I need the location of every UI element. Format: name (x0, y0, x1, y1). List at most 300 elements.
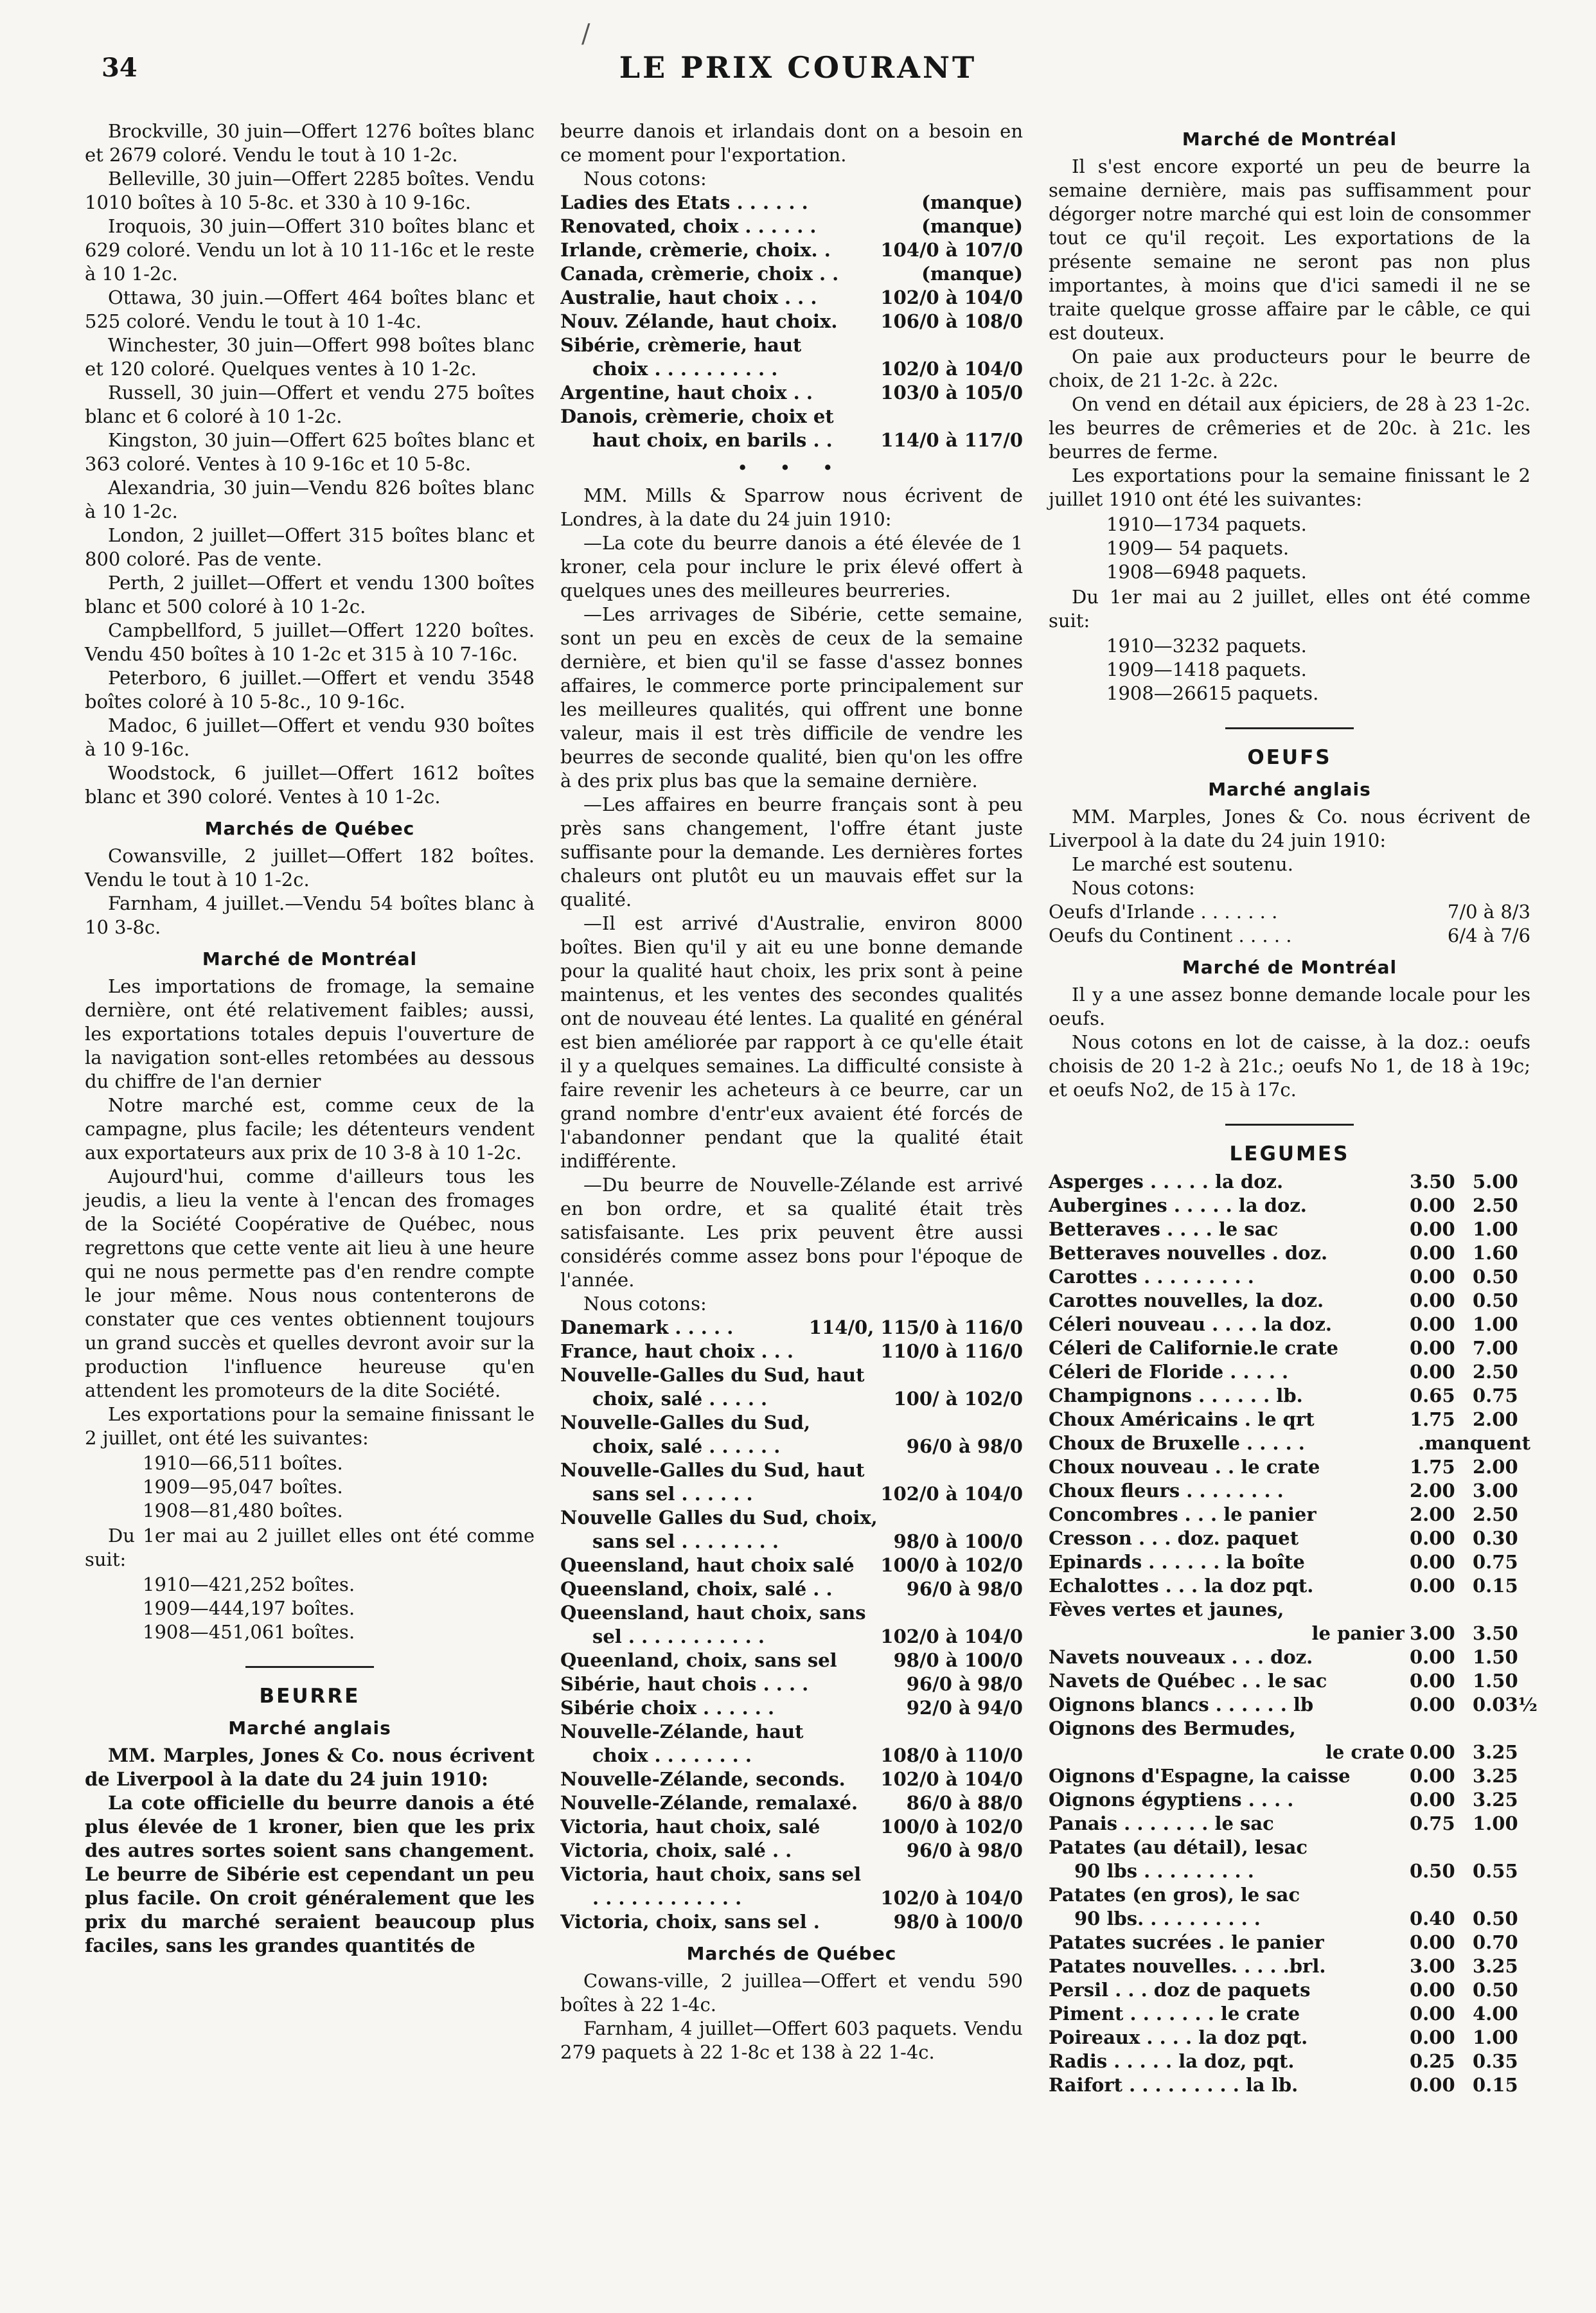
list-item: 1908—451,061 boîtes. (143, 1621, 355, 1643)
vegetable-price-low (1410, 1883, 1467, 1907)
vegetable-price-low: 1.75 (1410, 1408, 1455, 1430)
vegetable-row (1049, 1550, 1530, 1574)
price-row (560, 1577, 1023, 1601)
vegetable-price-low: 0.00 (1410, 1694, 1455, 1715)
vegetable-price-high: 0.50 (1473, 1289, 1518, 1311)
price-label: Sibérie choix . . . . . . (560, 1697, 775, 1719)
price-row (560, 1506, 1023, 1530)
market-paragraph: Belleville, 30 juin—Offert 2285 boîtes. Vendu 1010 boîtes à 10 5-8c. et 330 à 10 9-16c. (85, 168, 535, 213)
section-heading-quebec-2: Marchés de Québec (686, 1943, 897, 1964)
price-label: Renovated, choix . . . . . . (560, 215, 817, 237)
vegetable-price: .manquent (1418, 1432, 1530, 1454)
list-item: 1910—1734 paquets. (1106, 513, 1307, 535)
price-row (560, 1649, 1023, 1672)
market-paragraph: Campbellford, 5 juillet—Offert 1220 boîtes. Vendu 450 boîtes à 10 1-2c et 315 à 10 7-16c. (85, 619, 535, 665)
vegetable-price-low: 0.00 (1410, 1979, 1455, 2001)
vegetable-price-low: 0.00 (1410, 1789, 1455, 1811)
market-paragraph: Farnham, 4 juillet—Offert 603 paquets. Vendu 279 paquets à 22 1-8c et 138 à 22 1-4c. (560, 2017, 1023, 2063)
vegetable-name: Champignons . . . . . . lb. (1049, 1385, 1303, 1406)
vegetable-price-high: 0.50 (1473, 1908, 1518, 1929)
vegetable-name: Raifort . . . . . . . . . la lb. (1049, 2074, 1299, 2096)
price-value: 100/0 à 102/0 (880, 1816, 1023, 1838)
report-paragraph: Les importations de fromage, la semaine dernière, ont été relativement faibles; aussi, les exportations totales depuis l'ouverture de la navigation sont-elles retombées au dessous du chiffre de l'an dernier (85, 975, 535, 1092)
price-row (560, 286, 1023, 310)
market-paragraph: Iroquois, 30 juin—Offert 310 boîtes blanc et 629 coloré. Vendu un lot à 10 11-16c et le reste à 10 1-2c. (85, 215, 535, 285)
vegetable-price-high: 3.25 (1473, 1765, 1518, 1787)
list-item: 1910—66,511 boîtes. (143, 1452, 343, 1474)
market-paragraph: Perth, 2 juillet—Offert et vendu 1300 boîtes blanc et 500 coloré à 10 1-2c. (85, 572, 535, 617)
vegetable-price-low: 0.00 (1410, 1741, 1455, 1763)
ornament-dots: • • • (737, 457, 846, 479)
report-paragraph: MM. Marples, Jones & Co. nous écrivent de Liverpool à la date du 24 juin 1910: (85, 1744, 535, 1790)
price-row (560, 381, 1023, 405)
price-row (560, 1458, 1023, 1482)
vegetable-price-low: 3.00 (1410, 1622, 1455, 1644)
price-label: Nouv. Zélande, haut choix. (560, 310, 838, 332)
vegetable-price-high: 5.00 (1473, 1171, 1518, 1192)
vegetable-row (1049, 1622, 1530, 1645)
price-row (560, 1696, 1023, 1720)
vegetable-price-high: 1.00 (1473, 1218, 1518, 1240)
report-paragraph: Nous cotons en lot de caisse, à la doz.: oeufs choisis de 20 1-2 à 21c.; oeufs No 1, de 18 à 19c; et oeufs No2, de 15 à 17c. (1049, 1031, 1530, 1101)
price-value: 92/0 à 94/0 (906, 1697, 1023, 1719)
report-paragraph: —La cote du beurre danois a été élevée de 1 kroner, cela pour inclure le prix élevé offert à quelques unes des meilleures beurreries. (560, 532, 1023, 601)
vegetable-price-low: 0.00 (1410, 1218, 1455, 1240)
price-row (560, 262, 1023, 286)
vegetable-row (1049, 1693, 1538, 1717)
price-row (560, 1601, 1023, 1625)
vegetable-row (1049, 1241, 1530, 1265)
market-paragraph: Kingston, 30 juin—Offert 625 boîtes blanc et 363 coloré. Ventes à 10 9-16c et 10 5-8c. (85, 429, 535, 475)
price-label: Nouvelle-Zélande, remalaxé. (560, 1792, 858, 1814)
vegetable-name: Patates (au détail), lesac (1049, 1836, 1308, 1858)
vegetable-row (1049, 1598, 1530, 1622)
vegetable-row (1049, 1574, 1530, 1598)
price-value: 114/0, 115/0 à 116/0 (808, 1316, 1023, 1338)
vegetable-price-high: 0.50 (1473, 1979, 1518, 2001)
vegetable-price-low: 0.00 (1410, 2074, 1455, 2096)
vegetable-price-high: 0.15 (1473, 2074, 1518, 2096)
price-label: Nouvelle-Zélande, haut (560, 1721, 804, 1742)
price-label: choix . . . . . . . . (592, 1744, 752, 1766)
price-row (1049, 924, 1530, 948)
price-row (560, 1554, 1023, 1577)
page-number: 34 (102, 53, 137, 83)
market-paragraph: London, 2 juillet—Offert 315 boîtes blanc et 800 coloré. Pas de vente. (85, 524, 535, 570)
vegetable-price-high: 4.00 (1473, 2003, 1518, 2025)
vegetable-name: Aubergines . . . . . la doz. (1049, 1194, 1307, 1216)
butter-report (85, 1744, 535, 1958)
section-heading-montreal-3: Marché de Montréal (1182, 128, 1397, 150)
butter-price-list (560, 191, 1023, 452)
price-value: 102/0 à 104/0 (880, 358, 1023, 380)
price-value: 96/0 à 98/0 (906, 1839, 1023, 1861)
price-row (560, 215, 1023, 238)
vegetable-row (1049, 1289, 1530, 1313)
vegetable-row (1049, 1336, 1530, 1360)
vegetable-row (1049, 1218, 1530, 1241)
price-row (560, 1910, 1023, 1934)
vegetable-name: Patates (en gros), le sac (1049, 1884, 1300, 1906)
price-label: Victoria, choix, salé . . (560, 1839, 792, 1861)
market-paragraph: Peterboro, 6 juillet.—Offert et vendu 3548 boîtes coloré à 10 5-8c., 10 9-16c. (85, 667, 535, 713)
vegetable-price-high (1473, 1836, 1530, 1859)
vegetable-row (1049, 2026, 1530, 2050)
vegetable-price-low: 0.75 (1410, 1812, 1455, 1834)
report-paragraph: —Il est arrivé d'Australie, environ 8000 boîtes. Bien qu'il y ait eu une bonne demande pour la qualité haut choix, les prix sont à peine maintenus, et les ventes des secondes qualités ont de nouveau été lentes. La qualité en général est bien améliorée par rapport à ce qu'elle était il y a quelques semaines. La difficulté consiste à faire revenir les acheteurs à ce beurre, car un grand nombre d'entr'eux avaient été forcés de l'abandonner pendant que la qualité était indifférente. (560, 912, 1023, 1172)
price-label: Queensland, choix, salé . . (560, 1578, 833, 1600)
price-label: France, haut choix . . . (560, 1340, 794, 1362)
price-label: Canada, crèmerie, choix . . (560, 263, 839, 285)
vegetable-name: Poireaux . . . . la doz pqt. (1049, 2026, 1308, 2048)
market-paragraph: Ottawa, 30 juin.—Offert 464 boîtes blanc et 525 coloré. Vendu le tout à 10 1-4c. (85, 287, 535, 332)
page-title: LE PRIX COURANT (619, 50, 977, 85)
season-butter-exports (1106, 634, 1530, 705)
report-paragraph: MM. Marples, Jones & Co. nous écrivent de Liverpool à la date du 24 juin 1910: (1049, 806, 1530, 851)
price-row (592, 1387, 1023, 1411)
vegetable-price-low: 0.65 (1410, 1385, 1455, 1406)
market-paragraph: Russell, 30 juin—Offert et vendu 275 boîtes blanc et 6 coloré à 10 1-2c. (85, 382, 535, 427)
ink-mark: / (581, 19, 590, 49)
market-paragraph: Alexandria, 30 juin—Vendu 826 boîtes blanc à 10 1-2c. (85, 477, 535, 522)
vegetable-price-low: 1.75 (1410, 1456, 1455, 1478)
vegetable-price-low: 0.00 (1410, 1551, 1455, 1573)
price-label: Queensland, haut choix, sans (560, 1602, 866, 1624)
price-label: Irlande, crèmerie, choix. . (560, 239, 831, 261)
price-value: 6/4 à 7/6 (1447, 925, 1530, 946)
price-value: 86/0 à 88/0 (906, 1792, 1023, 1814)
intro-paragraph: beurre danois et irlandais dont on a besoin en ce moment pour l'exportation. (560, 120, 1023, 166)
price-label: sans sel . . . . . . (592, 1483, 753, 1505)
price-value: 102/0 à 104/0 (880, 287, 1023, 308)
price-label: Queenland, choix, sans sel (560, 1649, 837, 1671)
report-paragraph: —Les affaires en beurre français sont à peu près sans changement, l'offre étant juste suffisante pour la demande. Les dernières fortes chaleurs ont plutôt eu un mauvais effet sur la qualité. (560, 793, 1023, 910)
vegetable-price-high: 1.00 (1473, 2026, 1518, 2048)
market-paragraph: Winchester, 30 juin—Offert 998 boîtes blanc et 120 coloré. Quelques ventes à 10 1-2c. (85, 334, 535, 380)
vegetable-row (1049, 1384, 1530, 1408)
season-exports-list (143, 1573, 535, 1644)
vegetable-row (1049, 1527, 1530, 1550)
section-heading-quebec: Marchés de Québec (204, 818, 415, 839)
price-value: 96/0 à 98/0 (906, 1673, 1023, 1695)
vegetable-row (1049, 1313, 1530, 1336)
list-item: 1908—26615 paquets. (1106, 682, 1319, 704)
price-row (560, 1411, 1023, 1435)
report-paragraph: Aujourd'hui, comme d'ailleurs tous les jeudis, a lieu la vente à l'encan des fromages de la Société Coopérative de Québec, nous regrettons que cette vente ait lieu à une heure qui ne nous permette pas d'en rendre compte le jour même. Nous nous contenterons de constater que ces ventes obtiennent toujours un grand succès et quelles devront avoir sur la production l'influence heureuse qu'en attendent les promoteurs de la dite Société. (85, 1165, 535, 1401)
price-label: Sibérie, crèmerie, haut (560, 334, 802, 356)
price-row (560, 238, 1023, 262)
price-row (560, 333, 1023, 357)
column-middle (560, 120, 1023, 2064)
mills-sparrow-report (560, 484, 1023, 1292)
weekly-butter-exports (1106, 513, 1530, 584)
vegetable-name: Asperges . . . . . la doz. (1049, 1171, 1284, 1192)
price-row (592, 1482, 1023, 1506)
price-label: choix . . . . . . . . . . (592, 358, 778, 380)
report-paragraph: MM. Mills & Sparrow nous écrivent de Londres, à la date du 24 juin 1910: (560, 484, 1023, 530)
price-value: 96/0 à 98/0 (906, 1435, 1023, 1457)
report-paragraph: Les exportations pour la semaine finissant le 2 juillet, ont été les suivantes: (85, 1403, 535, 1449)
price-label: Nouvelle-Galles du Sud, (560, 1412, 811, 1433)
vegetable-price-low: 0.00 (1410, 1527, 1455, 1549)
vegetable-price-low: 0.25 (1410, 2050, 1455, 2072)
price-row (592, 1744, 1023, 1768)
vegetable-price-high: 1.50 (1473, 1646, 1518, 1668)
vegetable-row (1049, 1931, 1530, 1954)
report-paragraph: La cote officielle du beurre danois a été plus élevée de 1 kroner, bien que les prix des autres sortes soient sans changement. Le beurre de Sibérie est cependant un peu plus facile. On croit généralement que les prix du marché seraient beaucoup plus faciles, sans les grandes quantités de (85, 1792, 535, 1956)
price-label: Victoria, choix, sans sel . (560, 1911, 820, 1933)
vegetable-price-high: 0.75 (1473, 1385, 1518, 1406)
vegetable-price-low: 0.00 (1410, 1361, 1455, 1383)
montreal-report (85, 975, 535, 1450)
list-item: 1908—6948 paquets. (1106, 561, 1307, 583)
section-divider (245, 1666, 374, 1668)
price-value: 102/0 à 104/0 (880, 1887, 1023, 1909)
vegetable-price-high: 0.03½ (1473, 1694, 1538, 1715)
vegetable-name: Choux nouveau . . le crate (1049, 1456, 1320, 1478)
weekly-exports-list (143, 1451, 535, 1523)
price-value: 108/0 à 110/0 (880, 1744, 1023, 1766)
vegetable-price-low: 0.00 (1410, 1242, 1455, 1264)
vegetable-row (1049, 1812, 1530, 1836)
vegetable-price-low: 0.00 (1410, 1646, 1455, 1668)
price-label: Argentine, haut choix . . (560, 382, 813, 403)
section-heading-oeufs-montreal: Marché de Montréal (1182, 957, 1397, 978)
price-label: Ladies des Etats . . . . . . (560, 191, 808, 213)
column-right (1049, 120, 1538, 2097)
vegetable-name: 90 lbs. . . . . . . . . . (1074, 1908, 1261, 1929)
report-paragraph: Le marché est soutenu. (1072, 853, 1293, 875)
vegetable-row (1049, 1479, 1530, 1503)
list-item: 1910—421,252 boîtes. (143, 1573, 355, 1595)
vegetable-row (1049, 2050, 1530, 2073)
vegetable-name: Céleri nouveau . . . . la doz. (1049, 1313, 1333, 1335)
price-label: Oeufs d'Irlande . . . . . . . (1049, 901, 1278, 923)
vegetable-price-high: 3.00 (1473, 1480, 1518, 1502)
vegetable-name: Panais . . . . . . . le sac (1049, 1812, 1274, 1834)
vegetable-row (1049, 1907, 1530, 1931)
vegetable-name: Navets de Québec . . le sac (1049, 1670, 1327, 1692)
market-paragraph: Brockville, 30 juin—Offert 1276 boîtes blanc et 2679 coloré. Vendu le tout à 10 1-2c. (85, 120, 535, 166)
price-label: sans sel . . . . . . . . (592, 1530, 779, 1552)
price-value: 106/0 à 108/0 (880, 310, 1023, 332)
vegetable-name: Carottes nouvelles, la doz. (1049, 1289, 1324, 1311)
price-value: 100/0 à 102/0 (880, 1554, 1023, 1576)
vegetable-price-low (1410, 1717, 1467, 1741)
montreal-butter-report (1049, 155, 1530, 511)
price-label: Danois, crèmerie, choix et (560, 405, 834, 427)
vegetable-name: Céleri de Floride . . . . . (1049, 1361, 1289, 1383)
price-value: (manque) (921, 215, 1023, 237)
vegetable-row (1049, 1954, 1530, 1978)
price-row (592, 357, 1023, 381)
price-value: 102/0 à 104/0 (880, 1483, 1023, 1505)
price-row (560, 1363, 1023, 1387)
vegetable-price-high: 0.15 (1473, 1575, 1518, 1597)
quebec-butter-reports (560, 1969, 1023, 2064)
vegetable-name: Epinards . . . . . . la boîte (1049, 1551, 1305, 1573)
list-item: 1909— 54 paquets. (1106, 537, 1290, 559)
cotons-label-2: Nous cotons: (583, 1293, 707, 1315)
price-label: sel . . . . . . . . . . . (592, 1626, 765, 1647)
price-row (560, 1815, 1023, 1839)
vegetable-price-low: 0.00 (1410, 1765, 1455, 1787)
price-label: Danemark . . . . . (560, 1316, 734, 1338)
report-paragraph: —Du beurre de Nouvelle-Zélande est arrivé en bon ordre, et sa qualité était très satisfaisante. Les prix peuvent être aussi considérés comme assez bons pour l'époque de l'année. (560, 1174, 1023, 1291)
oeufs-cotons-label: Nous cotons: (1072, 877, 1195, 899)
section-heading-beurre: BEURRE (259, 1685, 360, 1708)
vegetable-row (1049, 2073, 1530, 2097)
vegetable-name: Cresson . . . doz. paquet (1049, 1527, 1299, 1549)
vegetable-price-low: 2.00 (1410, 1480, 1455, 1502)
price-row (1049, 900, 1530, 924)
vegetable-price-high: 1.60 (1473, 1242, 1518, 1264)
vegetable-price-low: 0.00 (1410, 1194, 1455, 1216)
vegetable-row (1049, 1741, 1530, 1764)
since-paragraph: Du 1er mai au 2 juillet elles ont été comme suit: (85, 1525, 535, 1570)
report-paragraph: Il s'est encore exporté un peu de beurre la semaine dernière, mais pas suffisamment pour dégorger notre marché qui est loin de consommer tout ce qu'il reçoit. Les exportations de la présente semaine ne seront pas non plus importantes, à moins que d'ici samedi il ne se traite quelque grosse affaire par le câble, ce qui est douteux. (1049, 155, 1530, 344)
list-item: 1909—444,197 boîtes. (143, 1597, 355, 1619)
vegetable-row (1049, 1194, 1530, 1218)
price-label: Queensland, haut choix salé (560, 1554, 855, 1576)
price-row (560, 1316, 1023, 1340)
price-value: 104/0 à 107/0 (880, 239, 1023, 261)
vegetable-price-high: 3.25 (1473, 1789, 1518, 1811)
butter-price-list-2 (560, 1316, 1023, 1934)
market-paragraph: Madoc, 6 juillet—Offert et vendu 930 boîtes à 10 9-16c. (85, 714, 535, 760)
price-value: 98/0 à 100/0 (893, 1530, 1023, 1552)
eggs-montreal-report (1049, 983, 1530, 1102)
vegetable-name: Piment . . . . . . . le crate (1049, 2003, 1300, 2025)
price-row (560, 1340, 1023, 1363)
price-row (592, 1530, 1023, 1554)
vegetable-price-low: 0.00 (1410, 1337, 1455, 1359)
since-paragraph-3: Du 1er mai au 2 juillet, elles ont été comme suit: (1049, 586, 1530, 632)
report-paragraph: —Les arrivages de Sibérie, cette semaine, sont un peu en excès de ceux de la semaine dernière, et bien qu'il se fasse d'assez bonnes affaires, le commerce porte principalement sur les meilleures qualités, qui offrent une bonne valeur, mais il est très difficile de vendre les beurres de seconde qualité, bien qu'on les offre à des prix plus bas que la semaine dernière. (560, 603, 1023, 792)
quebec-reports (85, 844, 535, 939)
vegetable-price-high: 0.35 (1473, 2050, 1518, 2072)
vegetable-name: Persil . . . doz de paquets (1049, 1979, 1311, 2001)
vegetable-row (1049, 1883, 1530, 1907)
vegetable-row (1049, 1978, 1530, 2002)
price-row (592, 1435, 1023, 1458)
vegetable-name: Betteraves . . . . le sac (1049, 1218, 1279, 1240)
vegetable-name: Patates sucrées . le panier (1049, 1931, 1324, 1953)
vegetable-row (1049, 1836, 1530, 1859)
section-divider-legumes (1225, 1124, 1354, 1126)
price-row (560, 1768, 1023, 1791)
price-value: 7/0 à 8/3 (1447, 901, 1530, 923)
vegetable-name: Choux de Bruxelle . . . . . (1049, 1432, 1305, 1454)
vegetable-price-high: 1.50 (1473, 1670, 1518, 1692)
price-label: Nouvelle-Zélande, seconds. (560, 1768, 846, 1790)
vegetable-name: 90 lbs . . . . . . . . . (1074, 1860, 1254, 1882)
vegetable-row (1049, 1455, 1530, 1479)
vegetable-name: Oignons des Bermudes, (1049, 1717, 1296, 1739)
price-row (560, 1791, 1023, 1815)
vegetable-name: Betteraves nouvelles . doz. (1049, 1242, 1328, 1264)
vegetable-row (1049, 1764, 1530, 1788)
price-value: 102/0 à 104/0 (880, 1626, 1023, 1647)
market-paragraph: Cowans-ville, 2 juillea—Offert et vendu 590 boîtes à 22 1-4c. (560, 1970, 1023, 2016)
vegetable-price-low: 0.00 (1410, 2026, 1455, 2048)
list-item: 1909—1418 paquets. (1106, 659, 1307, 680)
price-value: 102/0 à 104/0 (880, 1768, 1023, 1790)
vegetable-name: Navets nouveaux . . . doz. (1049, 1646, 1313, 1668)
vegetable-price-list (1049, 1170, 1538, 2097)
section-divider-oeufs (1225, 727, 1354, 729)
vegetable-name: Céleri de Californie.le crate (1049, 1337, 1339, 1359)
price-value: 100/ à 102/0 (893, 1388, 1023, 1410)
vegetable-row (1049, 1503, 1530, 1527)
vegetable-price-low: 2.00 (1410, 1503, 1455, 1525)
vegetable-row (1049, 1645, 1530, 1669)
price-label: Sibérie, haut chois . . . . (560, 1673, 809, 1695)
price-label: haut choix, en barils . . (592, 429, 833, 451)
price-value: 96/0 à 98/0 (906, 1578, 1023, 1600)
vegetable-price-high: 3.50 (1473, 1622, 1518, 1644)
vegetable-row (1049, 1265, 1530, 1289)
vegetable-row (1049, 2002, 1530, 2026)
vegetable-row (1049, 1669, 1530, 1693)
vegetable-price-high: 1.00 (1473, 1313, 1518, 1335)
price-value: 98/0 à 100/0 (893, 1649, 1023, 1671)
vegetable-row (1049, 1360, 1530, 1384)
vegetable-price-low: 0.00 (1410, 1313, 1455, 1335)
price-row (560, 191, 1023, 215)
price-label: Australie, haut choix . . . (560, 287, 817, 308)
vegetable-name: Concombres . . . le panier (1049, 1503, 1317, 1525)
price-label: Victoria, haut choix, salé (560, 1816, 820, 1838)
price-value: 110/0 à 116/0 (880, 1340, 1023, 1362)
section-heading-oeufs: OEUFS (1247, 746, 1332, 769)
column-left (85, 120, 535, 1958)
price-label: . . . . . . . . . . . . (592, 1887, 742, 1909)
vegetable-price-high: 2.50 (1473, 1194, 1518, 1216)
market-paragraph: Cowansville, 2 juillet—Offert 182 boîtes. Vendu le tout à 10 1-2c. (85, 845, 535, 891)
vegetable-price-high: 7.00 (1473, 1337, 1518, 1359)
vegetable-price-low: 3.50 (1410, 1171, 1455, 1192)
vegetable-price-low: 0.00 (1410, 2003, 1455, 2025)
vegetable-price-high: 2.50 (1473, 1361, 1518, 1383)
vegetable-name: Radis . . . . . la doz, pqt. (1049, 2050, 1295, 2072)
vegetable-name: Choux Américains . le qrt (1049, 1408, 1315, 1430)
vegetable-name: Carottes . . . . . . . . . (1049, 1266, 1254, 1288)
price-value: (manque) (921, 191, 1023, 213)
vegetable-price-low: 0.00 (1410, 1670, 1455, 1692)
report-paragraph: Notre marché est, comme ceux de la campagne, plus facile; les détenteurs vendent aux exportateurs aux prix de 10 3-8 à 10 1-2c. (85, 1094, 535, 1164)
vegetable-price-high: 3.25 (1473, 1741, 1518, 1763)
vegetable-name: Choux fleurs . . . . . . . . (1049, 1480, 1284, 1502)
vegetable-price-high: 2.50 (1473, 1503, 1518, 1525)
price-label: Victoria, haut choix, sans sel (560, 1863, 862, 1885)
section-heading-legumes: LEGUMES (1229, 1142, 1350, 1165)
vegetable-row (1049, 1717, 1530, 1741)
vegetable-name: Fèves vertes et jaunes, (1049, 1599, 1284, 1620)
vegetable-row (1049, 1408, 1530, 1431)
price-label: Nouvelle Galles du Sud, choix, (560, 1507, 878, 1529)
price-row (592, 429, 1023, 452)
market-paragraph: Farnham, 4 juillet.—Vendu 54 boîtes blanc à 10 3-8c. (85, 892, 535, 938)
price-label: Nouvelle-Galles du Sud, haut (560, 1364, 865, 1386)
price-row (560, 405, 1023, 429)
report-paragraph: On paie aux producteurs pour le beurre de choix, de 21 1-2c. à 22c. (1049, 346, 1530, 391)
vegetable-price-low: 0.40 (1410, 1908, 1455, 1929)
vegetable-price-high: 0.30 (1473, 1527, 1518, 1549)
price-value: 103/0 à 105/0 (880, 382, 1023, 403)
market-paragraph: Woodstock, 6 juillet—Offert 1612 boîtes blanc et 390 coloré. Ventes à 10 1-2c. (85, 762, 535, 808)
vegetable-price-low: 0.00 (1410, 1266, 1455, 1288)
